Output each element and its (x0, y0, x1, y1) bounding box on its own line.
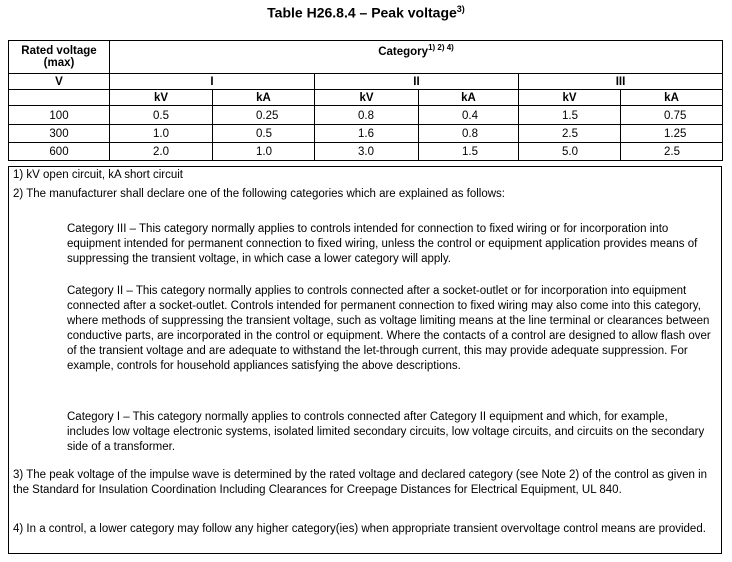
rated-voltage-cell: 100 (9, 106, 110, 125)
table-row (9, 125, 723, 143)
value-cell: 1.0 (213, 143, 315, 161)
table-title (0, 4, 732, 21)
unit-header: kA (419, 90, 519, 106)
value-cell: 0.8 (315, 106, 419, 125)
category-header: Category$^{1) 2) 4)}$ (110, 41, 723, 74)
table-row (9, 143, 723, 161)
value-cell: 0.4 (419, 106, 519, 125)
category-iii-header: III (519, 74, 723, 90)
note-3: 3) The peak voltage of the impulse wave is determined by the rated voltage and declared category (see Note 2) of the control as given in the Standard for Insulation Coordination Including Clearances for Creepage Distances for Electrical Equipment, UL 840. (13, 469, 708, 496)
rated-voltage-cell: 300 (9, 125, 110, 143)
unit-header: kA (621, 90, 723, 106)
table-row (9, 106, 723, 125)
value-cell: 2.5 (621, 143, 723, 161)
unit-header: kV (519, 90, 621, 106)
value-cell: 0.5 (213, 125, 315, 143)
value-cell: 1.0 (110, 125, 213, 143)
value-cell: 2.5 (519, 125, 621, 143)
table-title-footnote: 3) (456, 4, 465, 14)
value-cell: 5.0 (519, 143, 621, 161)
note-2: 2) The manufacturer shall declare one of the following categories which are explained as follows: (13, 188, 506, 200)
unit-header: kA (213, 90, 315, 106)
note-4: 4) In a control, a lower category may follow any higher category(ies) when appropriate transient overvoltage control means are provided. (13, 523, 706, 535)
peak-voltage-table (8, 40, 723, 161)
table-notes (8, 166, 722, 554)
rated-voltage-cell: 600 (9, 143, 110, 161)
category-i-header: I (110, 74, 315, 90)
unit-header: kV (110, 90, 213, 106)
category-iii-description: Category III – This category normally applies to controls intended for connection to fixed wiring or for incorporation into equipment intended for permanent connection to fixed wiring, unless the control or equipment application provides means of suppressing the transient voltage, in which case a lower category will apply. (67, 223, 698, 265)
category-footnote: 1) 2) 4) (428, 43, 454, 52)
table-title-text: Table H26.8.4 – Peak voltage (267, 4, 457, 21)
rated-voltage-header: Rated voltage (max) (9, 41, 110, 74)
value-cell: 0.25 (213, 106, 315, 125)
unit-header: kV (315, 90, 419, 106)
value-cell: 3.0 (315, 143, 419, 161)
value-cell: 0.8 (419, 125, 519, 143)
note-1: 1) kV open circuit, kA short circuit (13, 169, 184, 181)
category-ii-header: II (315, 74, 519, 90)
value-cell: 1.6 (315, 125, 419, 143)
value-cell: 1.25 (621, 125, 723, 143)
value-cell: 0.5 (110, 106, 213, 125)
value-cell: 2.0 (110, 143, 213, 161)
unit-blank-cell (9, 90, 110, 106)
category-i-description: Category I – This category normally applies to controls connected after Category II equipment and which, for example, includes low voltage electronic systems, isolated limited secondary circuits, low voltage circuits, and circuits on the secondary side of a transformer. (67, 411, 705, 453)
value-cell: 0.75 (621, 106, 723, 125)
voltage-unit-header: V (9, 74, 110, 90)
category-ii-description: Category II – This category normally applies to controls connected after a socket-outlet or for incorporation into equipment connected after a socket-outlet. Controls intended for permanent connection to fixed wiring may also come into this category, where methods of suppressing the transient voltage, such as voltage limiting means at the line terminal or clearances between conductive parts, are incorporated in the control or equipment. Where the contacts of a control are designed to allow flash over of the transient voltage and are adequate to withstand the let-through current, this may provide adequate suppression. For example, controls for household appliances satisfying the above descriptions. (67, 285, 711, 372)
value-cell: 1.5 (519, 106, 621, 125)
value-cell: 1.5 (419, 143, 519, 161)
